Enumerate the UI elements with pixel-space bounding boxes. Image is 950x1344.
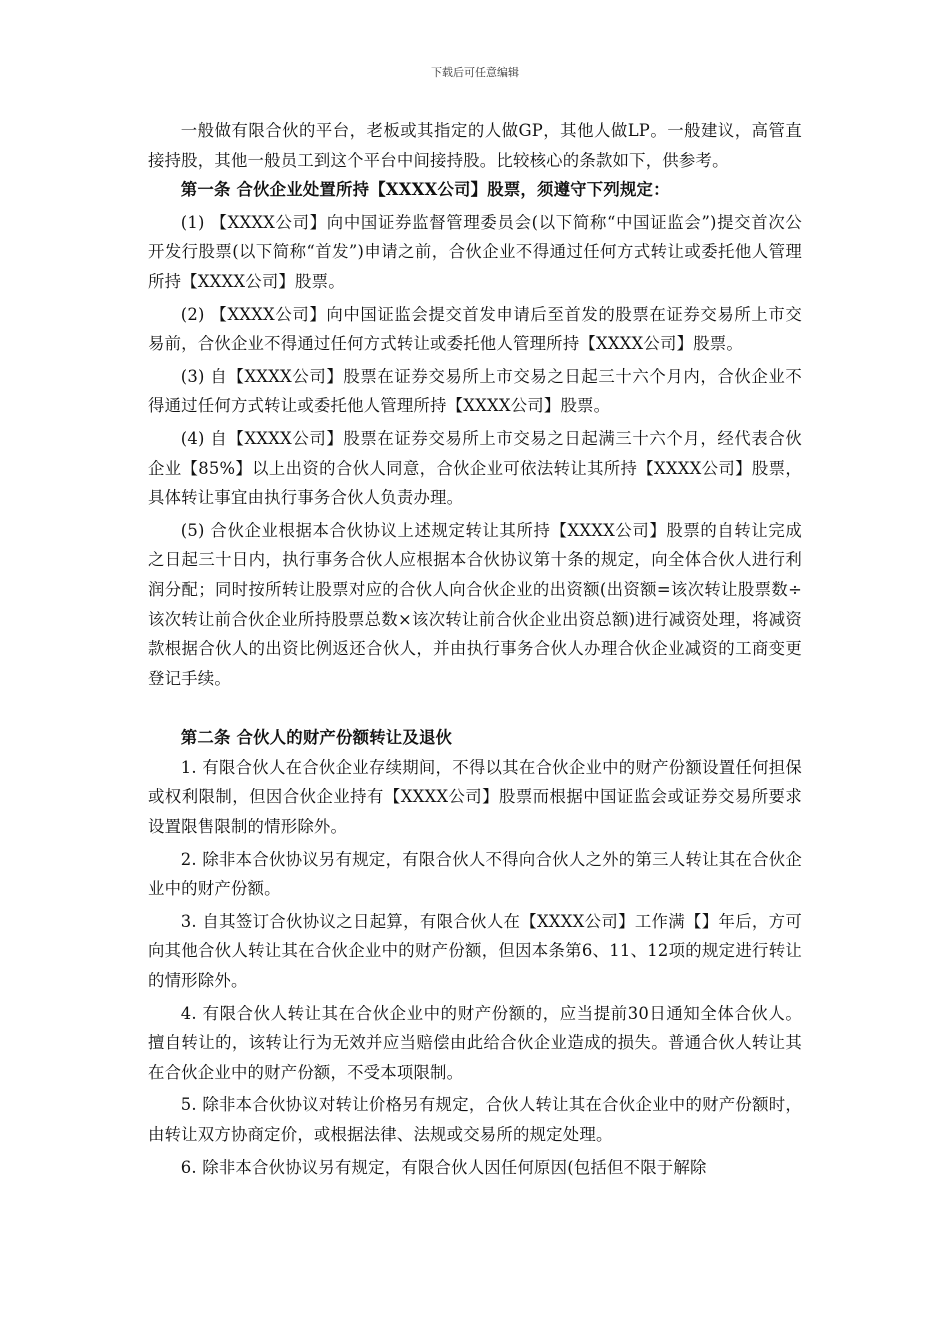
page-header: 下载后可任意编辑 <box>431 66 519 79</box>
article-2-item: 4. 有限合伙人转让其在合伙企业中的财产份额的，应当提前30日通知全体合伙人。擅自转让的，该转让行为无效并应当赔偿由此给合伙企业造成的损失。普通合伙人转让其在合伙企业中的财产份额，不受本项限制。 <box>148 1003 802 1082</box>
article-1-title: 第一条 合伙企业处置所持【XXXX公司】股票，须遵守下列规定： <box>180 180 670 200</box>
article-1-item: (3) 自【XXXX公司】股票在证券交易所上市交易之日起三十六个月内，合伙企业不得通过任何方式转让或委托他人管理所持【XXXX公司】股票。 <box>148 366 802 416</box>
article-1-item: (2) 【XXXX公司】向中国证监会提交首发申请后至首发的股票在证券交易所上市交易前，合伙企业不得通过任何方式转让或委托他人管理所持【XXXX公司】股票。 <box>148 304 802 354</box>
article-1-item: (5) 合伙企业根据本合伙协议上述规定转让其所持【XXXX公司】股票的自转让完成之日起三十日内，执行事务合伙人应根据本合伙协议第十条的规定，向全体合伙人进行利润分配；同时按所转让股票对应的合伙人向合伙企业的出资额(出资额=该次转让股票数÷该次转让前合伙企业所持股票总数×该次转让前合伙企业出资总额)进行减资处理，将减资款根据合伙人的出资比例返还合伙人，并由执行事务合伙人办理合伙企业减资的工商变更登记手续。 <box>148 520 802 688</box>
document-body <box>148 116 802 1182</box>
section-spacer <box>148 693 802 723</box>
article-1-item: (4) 自【XXXX公司】股票在证券交易所上市交易之日起满三十六个月，经代表合伙企业【85%】以上出资的合伙人同意，合伙企业可依法转让其所持【XXXX公司】股票，具体转让事宜由执行事务合伙人负责办理。 <box>148 428 802 508</box>
article-2-item: 1. 有限合伙人在合伙企业存续期间，不得以其在合伙企业中的财产份额设置任何担保或权利限制，但因合伙企业持有【XXXX公司】股票而根据中国证监会或证券交易所要求设置限售限制的情形除外。 <box>148 757 802 837</box>
article-2-item: 3. 自其签订合伙协议之日起算，有限合伙人在【XXXX公司】工作满【】年后，方可向其他合伙人转让其在合伙企业中的财产份额，但因本条第6、11、12项的规定进行转让的情形除外。 <box>148 911 802 991</box>
article-1-item: (1) 【XXXX公司】向中国证券监督管理委员会(以下简称“中国证监会”)提交首次公开发行股票(以下简称“首发”)申请之前，合伙企业不得通过任何方式转让或委托他人管理所持【XXXX公司】股票。 <box>148 212 802 291</box>
article-2-item: 6. 除非本合伙协议另有规定，有限合伙人因任何原因(包括但不限于解除 <box>180 1157 707 1177</box>
article-2-item: 5. 除非本合伙协议对转让价格另有规定，合伙人转让其在合伙企业中的财产份额时，由转让双方协商定价，或根据法律、法规或交易所的规定处理。 <box>148 1095 802 1144</box>
intro-paragraph: 一般做有限合伙的平台，老板或其指定的人做GP，其他人做LP。一般建议，高管直接持股，其他一般员工到这个平台中间接持股。比较核心的条款如下，供参考。 <box>148 121 802 170</box>
article-2-title: 第二条 合伙人的财产份额转让及退伙 <box>180 728 453 748</box>
article-2-item: 2. 除非本合伙协议另有规定，有限合伙人不得向合伙人之外的第三人转让其在合伙企业中的财产份额。 <box>148 849 802 899</box>
